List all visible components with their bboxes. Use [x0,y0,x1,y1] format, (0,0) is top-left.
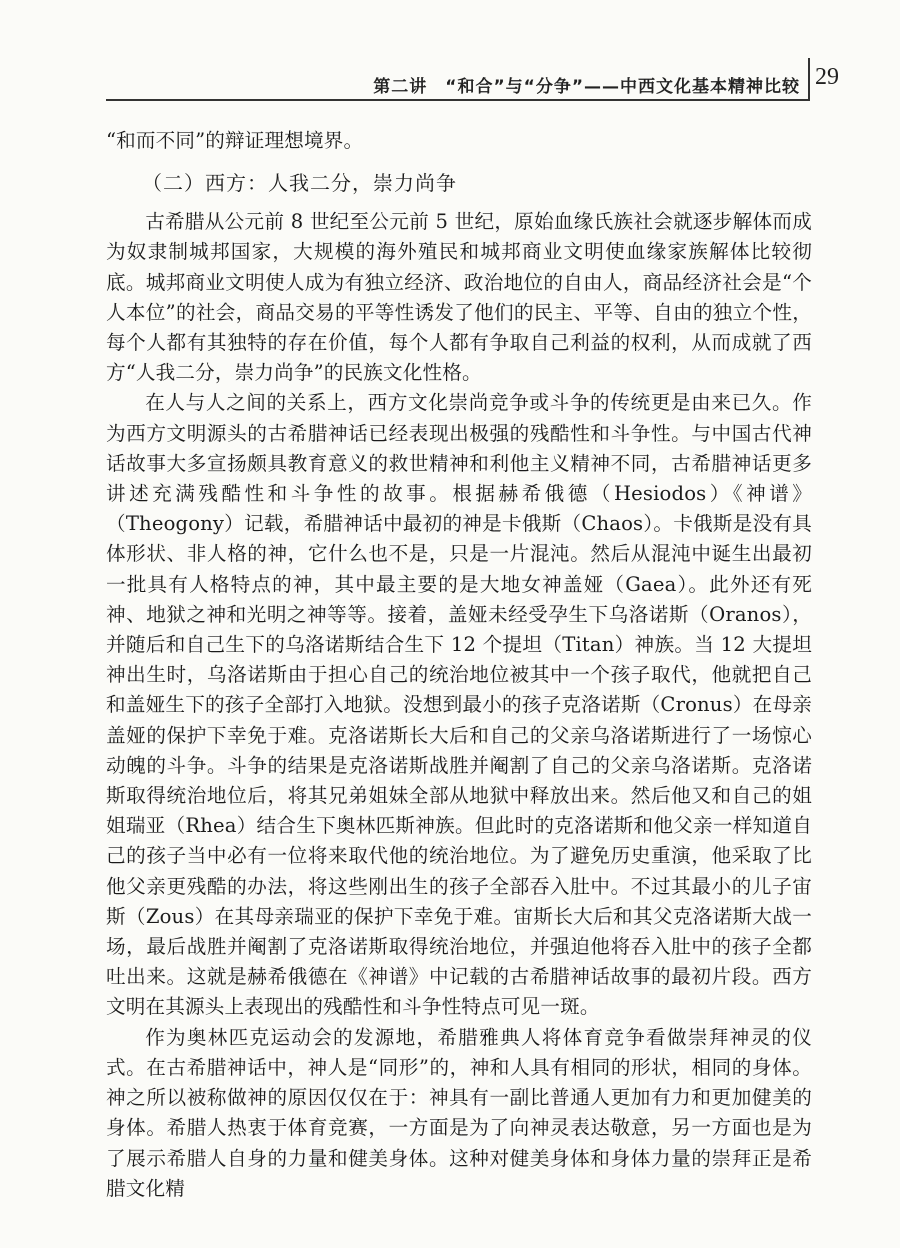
continued-line: “和而不同”的辩证理想境界。 [106,129,364,152]
header-divider [808,58,810,100]
paragraph: 在人与人之间的关系上，西方文化崇尚竞争或斗争的传统更是由来已久。作为西方文明源头的古希腊神话已经表现出极强的残酷性和斗争性。与中国古代神话故事大多宣扬颇具教育意义的救世精神和利他主义精神不同，古希腊神话更多讲述充满残酷性和斗争性的故事。根据赫希俄德（Hesiodos）《神谱》（Theogony）记载，希腊神话中最初的神是卡俄斯（Chaos）。卡俄斯是没有具体形状、非人格的神，它什么也不是，只是一片混沌。然后从混沌中诞生出最初一批具有人格特点的神，其中最主要的是大地女神盖娅（Gaea）。此外还有死神、地狱之神和光明之神等等。接着，盖娅未经受孕生下乌洛诺斯（Oranos），并随后和自己生下的乌洛诺斯结合生下 12 个提坦（Titan）神族。当 12 大提坦神出生时，乌洛诺斯由于担心自己的统治地位被其中一个孩子取代，他就把自己和盖娅生下的孩子全部打入地狱。没想到最小的孩子克洛诺斯（Cronus）在母亲盖娅的保护下幸免于难。克洛诺斯长大后和自己的父亲乌洛诺斯进行了一场惊心动魄的斗争。斗争的结果是克洛诺斯战胜并阉割了自己的父亲乌洛诺斯。克洛诺斯取得统治地位后，将其兄弟姐妹全部从地狱中释放出来。然后他又和自己的姐姐瑞亚（Rhea）结合生下奥林匹斯神族。但此时的克洛诺斯和他父亲一样知道自己的孩子当中必有一位将来取代他的统治地位。为了避免历史重演，他采取了比他父亲更残酷的办法，将这些刚出生的孩子全部吞入肚中。不过其最小的儿子宙斯（Zous）在其母亲瑞亚的保护下幸免于难。宙斯长大后和其父克洛诺斯大战一场，最后战胜并阉割了克洛诺斯取得统治地位，并强迫他将吞入肚中的孩子全都吐出来。这就是赫希俄德在《神谱》中记载的古希腊神话故事的最初片段。西方文明在其源头上表现出的残酷性和斗争性特点可见一斑。 [106,391,812,1019]
paragraph: 作为奥林匹克运动会的发源地，希腊雅典人将体育竞争看做崇拜神灵的仪式。在古希腊神话中，神人是“同形”的，神和人具有相同的形状，相同的身体。神之所以被称做神的原因仅仅在于：神具有一副比普通人更加有力和更加健美的身体。希腊人热衷于体育竞赛，一方面是为了向神灵表达敬意，另一方面也是为了展示希腊人自身的力量和健美身体。这种对健美身体和身体力量的崇拜正是希腊文化精 [106,1025,812,1200]
section-heading: （二）西方：人我二分，崇力尚争 [142,171,457,196]
page-header [0,58,900,100]
page-number: 29 [815,64,839,90]
running-header-title: 第二讲 “和合”与“分争”——中西文化基本精神比较 [373,77,800,97]
header-rule [106,99,810,101]
page-body [106,126,812,1204]
paragraph: 古希腊从公元前 8 世纪至公元前 5 世纪，原始血缘氏族社会就逐步解体而成为奴隶制城邦国家，大规模的海外殖民和城邦商业文明使血缘家族解体比较彻底。城邦商业文明使人成为有独立经济、政治地位的自由人，商品经济社会是“个人本位”的社会，商品交易的平等性诱发了他们的民主、平等、自由的独立个性，每个人都有其独特的存在价值，每个人都有争取自己利益的权利，从而成就了西方“人我二分，崇力尚争”的民族文化性格。 [106,210,812,385]
